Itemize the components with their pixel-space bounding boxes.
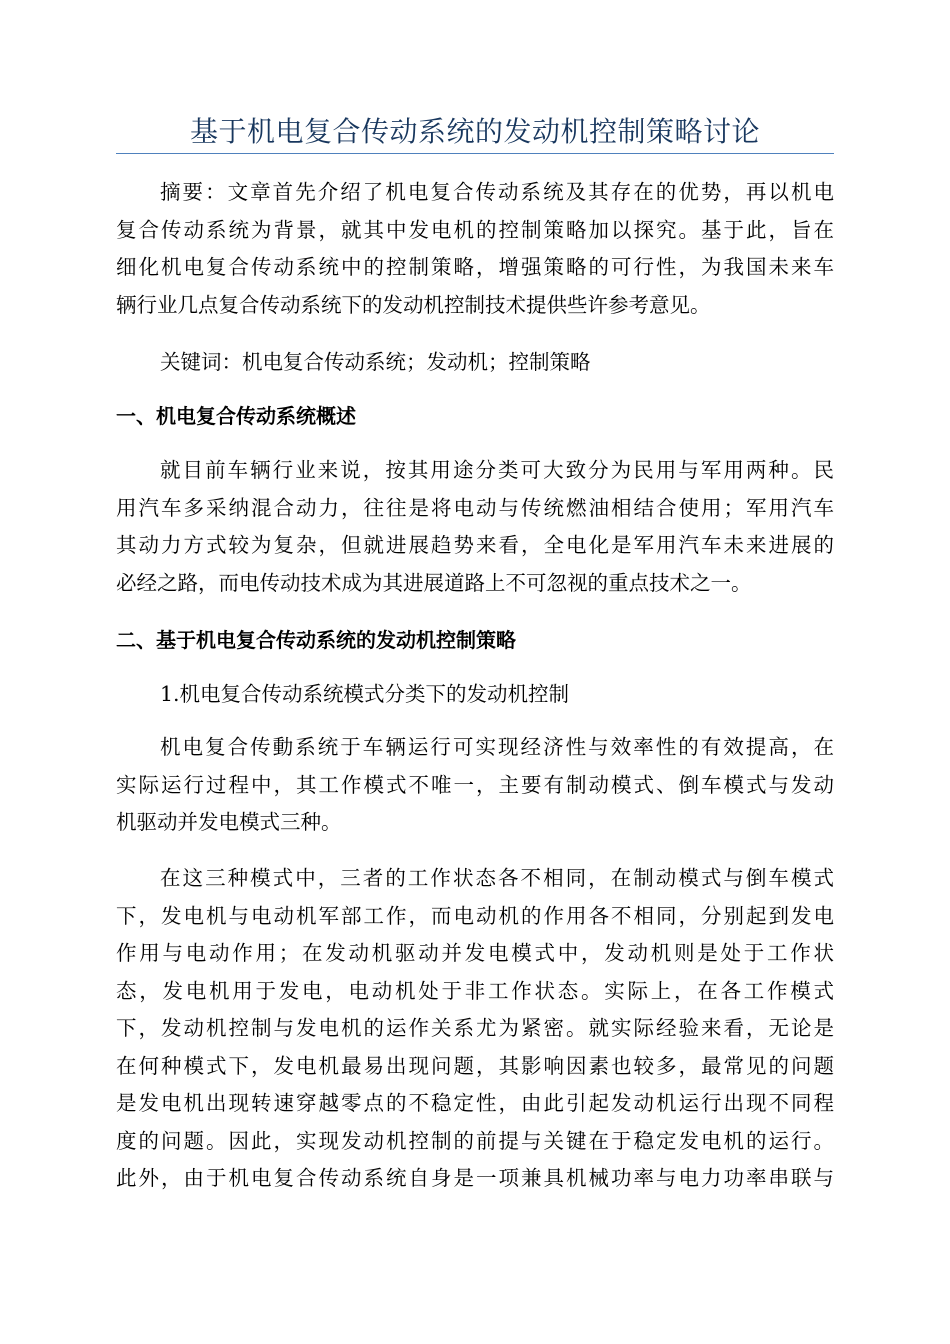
paragraph-line: 此外，由于机电复合传动系统自身是一项兼具机械功率与电力功率串联与 [116, 1166, 834, 1190]
paragraph-line: 态，发电机用于发电，电动机处于非工作状态。实际上，在各工作模式 [116, 978, 834, 1003]
abstract-line: 辆行业几点复合传动系统下的发动机控制技术提供些许参考意见。 [116, 292, 711, 317]
abstract-line: 细化机电复合传动系统中的控制策略，增强策略的可行性，为我国未来车 [116, 255, 834, 279]
abstract-line: 复合传动系统为背景，就其中发电机的控制策略加以探究。基于此，旨在 [116, 217, 834, 242]
paragraph-line: 是发电机出现转速穿越零点的不稳定性，由此引起发动机运行出现不同程 [116, 1091, 834, 1115]
abstract-line: 摘要：文章首先介绍了机电复合传动系统及其存在的优势，再以机电 [160, 180, 834, 204]
document-title: 基于机电复合传动系统的发动机控制策略讨论 [189, 115, 760, 148]
subsection-heading: 1.机电复合传动系统模式分类下的发动机控制 [160, 682, 570, 706]
paragraph-line: 机驱动并发电模式三种。 [116, 810, 342, 834]
paragraph-line: 在何种模式下，发电机最易出现问题，其影响因素也较多，最常见的问题 [116, 1053, 834, 1078]
section1-paragraph [116, 452, 834, 602]
paragraph-line: 必经之路，而电传动技术成为其进展道路上不可忽视的重点技术之一。 [116, 570, 752, 595]
paragraph-line: 机电复合传動系统于车辆运行可实现经济性与效率性的有效提高，在 [160, 735, 834, 759]
paragraph-line: 作用与电动作用；在发动机驱动并发电模式中，发动机则是处于工作状 [116, 941, 834, 965]
keywords-line: 关键词：机电复合传动系统；发动机；控制策略 [160, 350, 591, 374]
paragraph-line: 就目前车辆行业来说，按其用途分类可大致分为民用与军用两种。民 [160, 458, 834, 482]
paragraph-line: 度的问题。因此，实现发动机控制的前提与关键在于稳定发电机的运行。 [116, 1128, 834, 1153]
paragraph-line: 实际运行过程中，其工作模式不唯一，主要有制动模式、倒车模式与发动 [116, 772, 834, 797]
paragraph-line: 在这三种模式中，三者的工作状态各不相同，在制动模式与倒车模式 [160, 866, 834, 890]
section-heading-1: 一、机电复合传动系统概述 [116, 404, 356, 428]
abstract-paragraph [116, 174, 834, 324]
paragraph-line: 下，发动机控制与发电机的运作关系尤为紧密。就实际经验来看，无论是 [116, 1016, 834, 1040]
section2-paragraph-2 [116, 860, 834, 1198]
paragraph-line: 用汽车多采纳混合动力，往往是将电动与传统燃油相结合使用；军用汽车 [116, 495, 834, 520]
section-heading-2: 二、基于机电复合传动系统的发动机控制策略 [116, 628, 516, 652]
paragraph-line: 其动力方式较为复杂，但就进展趋势来看，全电化是军用汽车未来进展的 [116, 533, 834, 557]
paragraph-line: 下，发电机与电动机军部工作，而电动机的作用各不相同，分别起到发电 [116, 903, 834, 928]
title-underline [116, 153, 834, 154]
section2-paragraph-1 [116, 729, 834, 842]
